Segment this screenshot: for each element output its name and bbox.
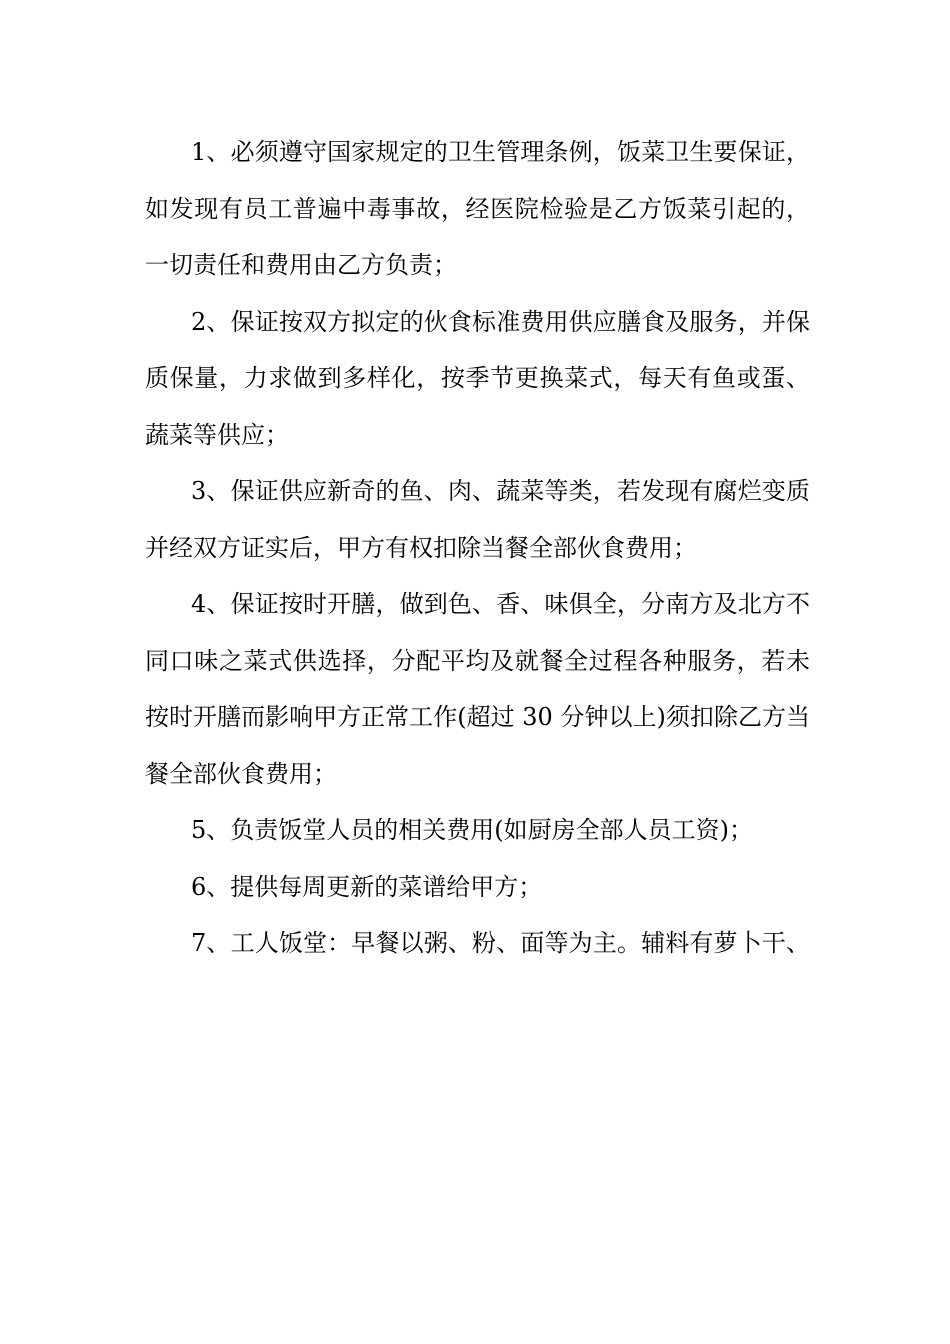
text-line: 蔬菜等供应； xyxy=(145,420,289,449)
text-line: 并经双方证实后，甲方有权扣除当餐全部伙食费用； xyxy=(145,533,697,562)
text-line: 1、必须遵守国家规定的卫生管理条例，饭菜卫生要保证， xyxy=(191,138,810,166)
text-line: 5、负责饭堂人员的相关费用(如厨房全部人员工资)； xyxy=(191,816,753,844)
text-line: 同口味之菜式供选择，分配平均及就餐全过程各种服务，若未 xyxy=(145,646,810,675)
text-line: 按时开膳而影响甲方正常工作(超过 30 分钟以上)须扣除乙方当 xyxy=(145,703,810,731)
text-line: 一切责任和费用由乙方负责； xyxy=(145,251,457,279)
text-line: 如发现有员工普遍中毒事故，经医院检验是乙方饭菜引起的， xyxy=(145,194,810,223)
text-line: 3、保证供应新奇的鱼、肉、蔬菜等类，若发现有腐烂变质 xyxy=(191,477,810,505)
text-line: 质保量，力求做到多样化，按季节更换菜式，每天有鱼或蛋、 xyxy=(145,364,810,392)
text-line: 6、提供每周更新的菜谱给甲方； xyxy=(191,872,543,901)
document-body xyxy=(145,128,810,976)
text-line: 4、保证按时开膳，做到色、香、味俱全，分南方及北方不 xyxy=(191,590,810,618)
text-line: 7、工人饭堂：早餐以粥、粉、面等为主。辅料有萝卜干、 xyxy=(191,929,810,957)
text-line: 餐全部伙食费用； xyxy=(145,759,337,788)
text-line: 2、保证按双方拟定的伙食标准费用供应膳食及服务，并保 xyxy=(191,307,810,336)
